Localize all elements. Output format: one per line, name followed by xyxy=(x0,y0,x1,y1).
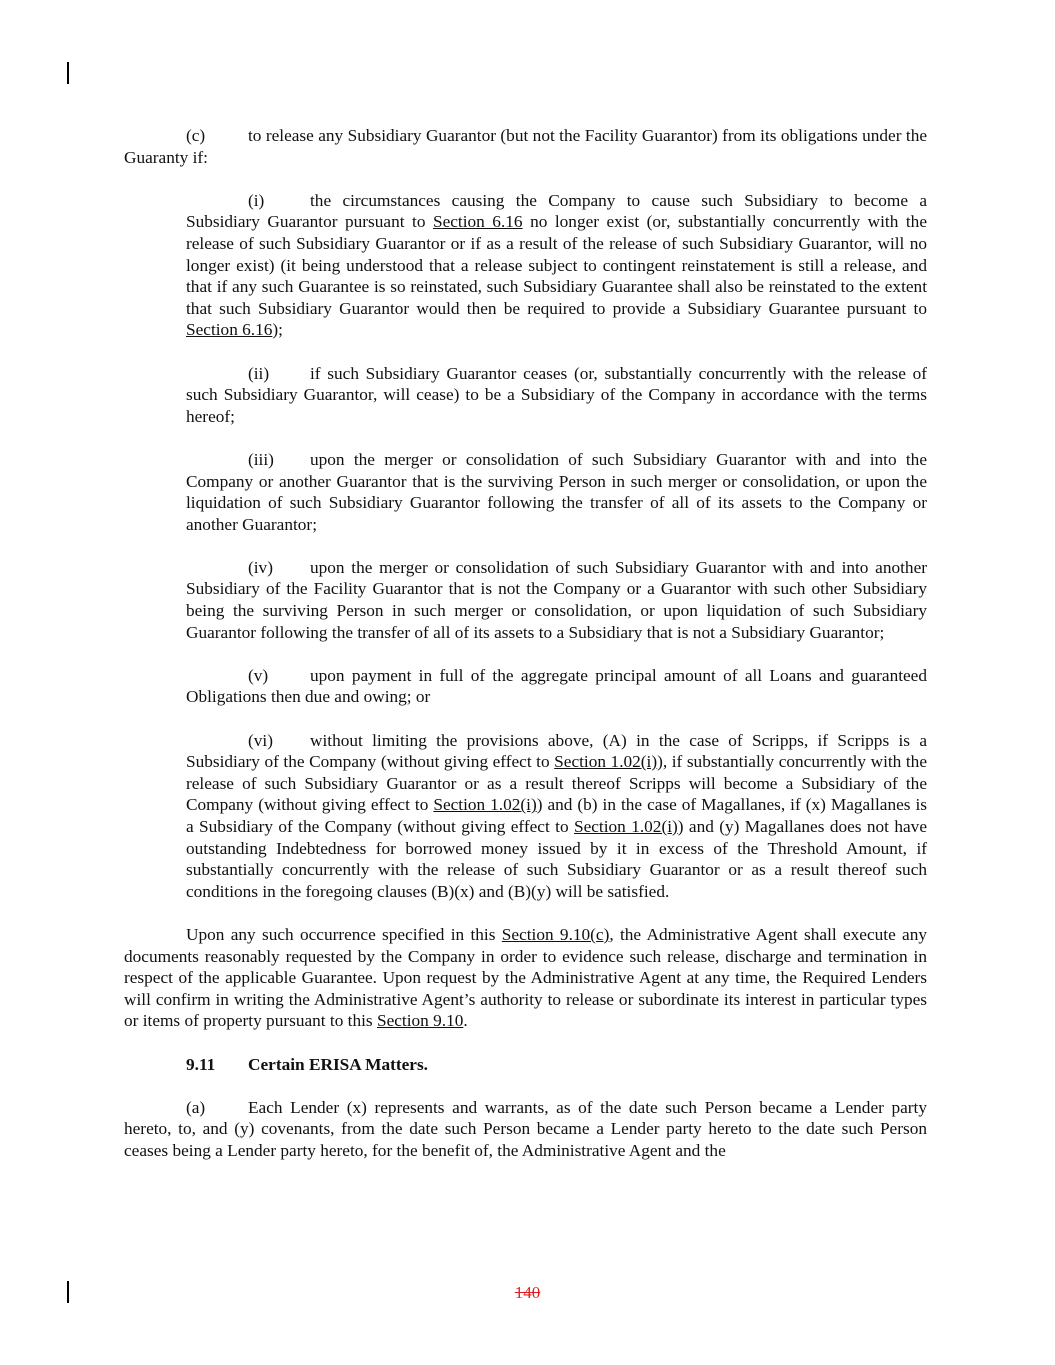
section-9-10-c-reference: Section 9.10(c) xyxy=(501,924,610,944)
heading-number: 9.11 xyxy=(186,1054,216,1074)
section-c-paragraph xyxy=(124,125,927,168)
clause-vi-text-4: ) and (y) Magallanes does not have outstanding Indebtedness for borrowed money issued by it in excess of the Threshold Amount, if substantially concurrently with the release of such Subsidiary Guarantor or as a result thereof such conditions in the foregoing clauses (B)(x) and (B)(y) will be satisfied. xyxy=(186,817,927,901)
clause-ii-text: if such Subsidiary Guarantor ceases (or, substantially concurrently with the release of such Subsidiary Guarantor, will cease) to be a Subsidiary of the Company in accordance with the terms hereof; xyxy=(186,363,927,426)
clause-vi-label: (vi) xyxy=(248,730,273,750)
section-6-16-reference: Section 6.16 xyxy=(432,212,523,232)
closing-text-3: . xyxy=(463,1011,468,1031)
closing-paragraph xyxy=(124,924,927,1032)
document-page xyxy=(124,125,927,1162)
clause-iv-paragraph xyxy=(186,557,927,643)
section-c-text: to release any Subsidiary Guarantor (but not the Facility Guarantor) from its obligations under the Guaranty if: xyxy=(124,126,927,167)
clause-ii-label: (ii) xyxy=(248,363,270,383)
clause-i-paragraph xyxy=(186,190,927,341)
section-6-16-reference-2: Section 6.16 xyxy=(186,320,273,340)
page-number: 140 xyxy=(514,1283,541,1302)
clause-vi-text-1: without limiting the provisions above, (A) in the case of Scripps, if Scripps is a Subsidiary of the Company (without giving effect to xyxy=(186,730,927,772)
heading-title: Certain ERISA Matters. xyxy=(248,1054,428,1074)
section-9-10-reference: Section 9.10 xyxy=(376,1011,464,1031)
section-c-label: (c) xyxy=(186,126,206,145)
closing-text-2: , the Administrative Agent shall execute any documents reasonably requested by the Company in order to evidence such release, discharge and termination in respect of the applicable Guarantee. Upon request by the Administrative Agent at any time, the Required Lenders will confirm in writing the Administrative Agent’s authority to release or subordinate its interest in particular types or items of property pursuant to this xyxy=(124,924,928,1031)
clause-ii-paragraph xyxy=(186,363,927,428)
section-1-02-i-reference-3: Section 1.02(i) xyxy=(573,817,678,836)
clause-v-paragraph xyxy=(186,665,927,708)
clause-vi-text-2: ), if substantially concurrently with the release of such Subsidiary Guarantor or as a result thereof Scripps will become a Subsidiary of the Company (without giving effect to xyxy=(186,752,927,815)
section-a-label: (a) xyxy=(186,1097,206,1117)
change-bar-top xyxy=(67,62,69,84)
clause-iii-text: upon the merger or consolidation of such Subsidiary Guarantor with and into the Company or another Guarantor that is the surviving Person in such merger or consolidation, or upon the liquidation of such Subsidiary Guarantor following the transfer of all of its assets to the Company or another Guarantor; xyxy=(186,449,927,534)
clause-v-text: upon payment in full of the aggregate principal amount of all Loans and guaranteed Obligations then due and owing; or xyxy=(186,665,927,707)
clause-i-text-3: ); xyxy=(272,320,283,340)
clause-i-text-1: the circumstances causing the Company to cause such Subsidiary to become a Subsidiary Guarantor pursuant to xyxy=(186,190,927,232)
section-a-paragraph xyxy=(124,1097,927,1162)
clause-vi-paragraph xyxy=(186,730,927,903)
clause-i-label: (i) xyxy=(248,190,265,210)
closing-text-1: Upon any such occurrence specified in this xyxy=(186,924,502,944)
clause-vi-text-3: ) and (b) in the case of Magallanes, if (x) Magallanes is a Subsidiary of the Company (without giving effect to xyxy=(186,795,927,836)
section-heading-9-11 xyxy=(186,1054,927,1076)
section-a-text: Each Lender (x) represents and warrants, as of the date such Person became a Lender party hereto, to, and (y) covenants, from the date such Person became a Lender party hereto to the date such Person ceases being a Lender party hereto, for the benefit of, the Administrative Agent and the xyxy=(124,1097,927,1160)
section-1-02-i-reference-2: Section 1.02(i) xyxy=(433,795,537,815)
clause-v-label: (v) xyxy=(248,665,269,685)
clause-iii-label: (iii) xyxy=(248,449,274,469)
clause-i-text-2: no longer exist (or, substantially concurrently with the release of such Subsidiary Guarantor or if as a result of the release of such Subsidiary Guarantor, will no longer exist) (it being understood that a release subject to contingent reinstatement is still a release, and that if any such Guarantee is so reinstated, such Subsidiary Guarantee shall also be reinstated to the extent that such Subsidiary Guarantor would then be required to provide a Subsidiary Guarantee pursuant to xyxy=(186,212,927,318)
section-1-02-i-reference: Section 1.02(i) xyxy=(554,752,658,772)
clause-iv-label: (iv) xyxy=(248,557,273,577)
clause-iv-text: upon the merger or consolidation of such Subsidiary Guarantor with and into another Subsidiary of the Facility Guarantor that is not the Company or a Guarantor with such other Subsidiary being the surviving Person in such merger or consolidation, or upon liquidation of such Subsidiary Guarantor following the transfer of all of its assets to a Subsidiary that is not a Subsidiary Guarantor; xyxy=(186,557,927,642)
clause-iii-paragraph xyxy=(186,449,927,535)
